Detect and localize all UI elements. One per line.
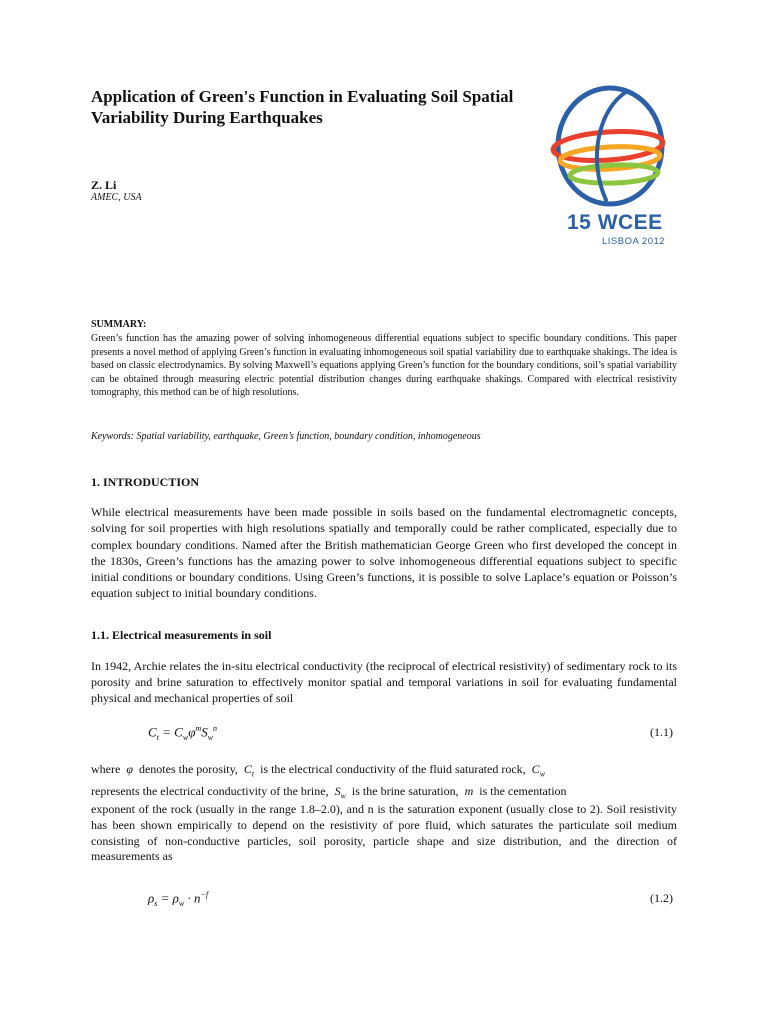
summary-heading: SUMMARY: xyxy=(91,319,147,330)
paper-title: Application of Green's Function in Evaluating Soil Spatial Variability During Earthquakes xyxy=(91,87,514,127)
summary-text: Green’s function has the amazing power of solving inhomogeneous differential equations subject to specific boundary conditions. This paper presents a novel method of applying Green’s function in evaluating inhomogeneous soil spatial variability due to earthquake shakings. The idea is based on classic electrodynamics. By solving Maxwell’s equations applying Green’s function for the boundary conditions, soil’s spatial variability can be obtained through measuring electric potential distribution changes during earthquake shakings. Compared with electrical resistivity tomography, this method can be of high resolutions. xyxy=(91,333,677,399)
equation-1-1: $C_t = C_w\varphi^mS_w^n$ xyxy=(148,724,218,742)
where-clause-line2: represents the electrical conductivity of the brine, $S_w$ is the brine saturation, m is the cementation xyxy=(91,784,567,801)
conductivity-text: is the electrical conductivity of the fluid saturated rock, xyxy=(260,762,526,776)
keywords: Keywords: Spatial variability, earthquake, Green’s function, boundary condition, inhomogeneous xyxy=(91,431,481,442)
subsection-heading: 1.1. Electrical measurements in soil xyxy=(91,628,272,642)
logo-subtitle: LISBOA 2012 xyxy=(602,236,666,247)
introduction-text: While electrical measurements have been made possible in soils based on the fundamental electromagnetic concepts, solving for soil properties with high resolutions spatially and temporally could be rather complicated, especially due to complex boundary conditions. Named after the British mathematician George Green who first developed the concept in the 1830s, Green’s functions has the amazing power to solve inhomogeneous differential equations subject to specific initial conditions or boundary conditions. Using Green’s functions, it is possible to solve Laplace’s equation or Poisson’s equation subject to initial boundary conditions. xyxy=(91,505,677,601)
logo-title: 15 WCEE xyxy=(567,211,663,234)
section-heading-introduction: 1. INTRODUCTION xyxy=(91,475,200,489)
porosity-text: denotes the porosity, xyxy=(138,762,238,776)
where-clause: where φ denotes the porosity, $C_t$ is the electrical conductivity of the fluid saturated rock, $C_w$ xyxy=(91,762,546,779)
author-name: Z. Li xyxy=(91,178,117,192)
subsection-text: In 1942, Archie relates the in-situ electrical conductivity (the reciprocal of electrical resistivity) of sedimentary rock to its porosity and brine saturation to effectively monitor spatial and temporal variations in soil for evaluating fundamental physical and mechanical properties of soil xyxy=(91,659,677,705)
equation-1-2: $\rho_s = \rho_w \cdot n^{-f}$ xyxy=(148,890,209,908)
equation-number-1-1: (1.1) xyxy=(650,725,673,739)
brine-conductivity-text: represents the electrical conductivity of the brine, xyxy=(91,784,329,798)
equation-number-1-2: (1.2) xyxy=(650,891,673,905)
brine-saturation-text: is the brine saturation, xyxy=(351,784,459,798)
resistivity-text: exponent of the rock (usually in the range 1.8–2.0), and n is the saturation exponent (usually close to 2). Soil resistivity has been shown empirically to depend on the resistivity of pore fluid, which saturates the particulate soil medium consisting of non-conductive particles, soil porosity, particle shape and size distribution, and the direction of measurements as xyxy=(91,802,677,864)
cementation-text: is the cementation xyxy=(479,784,567,798)
where-word: where xyxy=(91,762,121,776)
author-affiliation: AMEC, USA xyxy=(91,192,142,203)
